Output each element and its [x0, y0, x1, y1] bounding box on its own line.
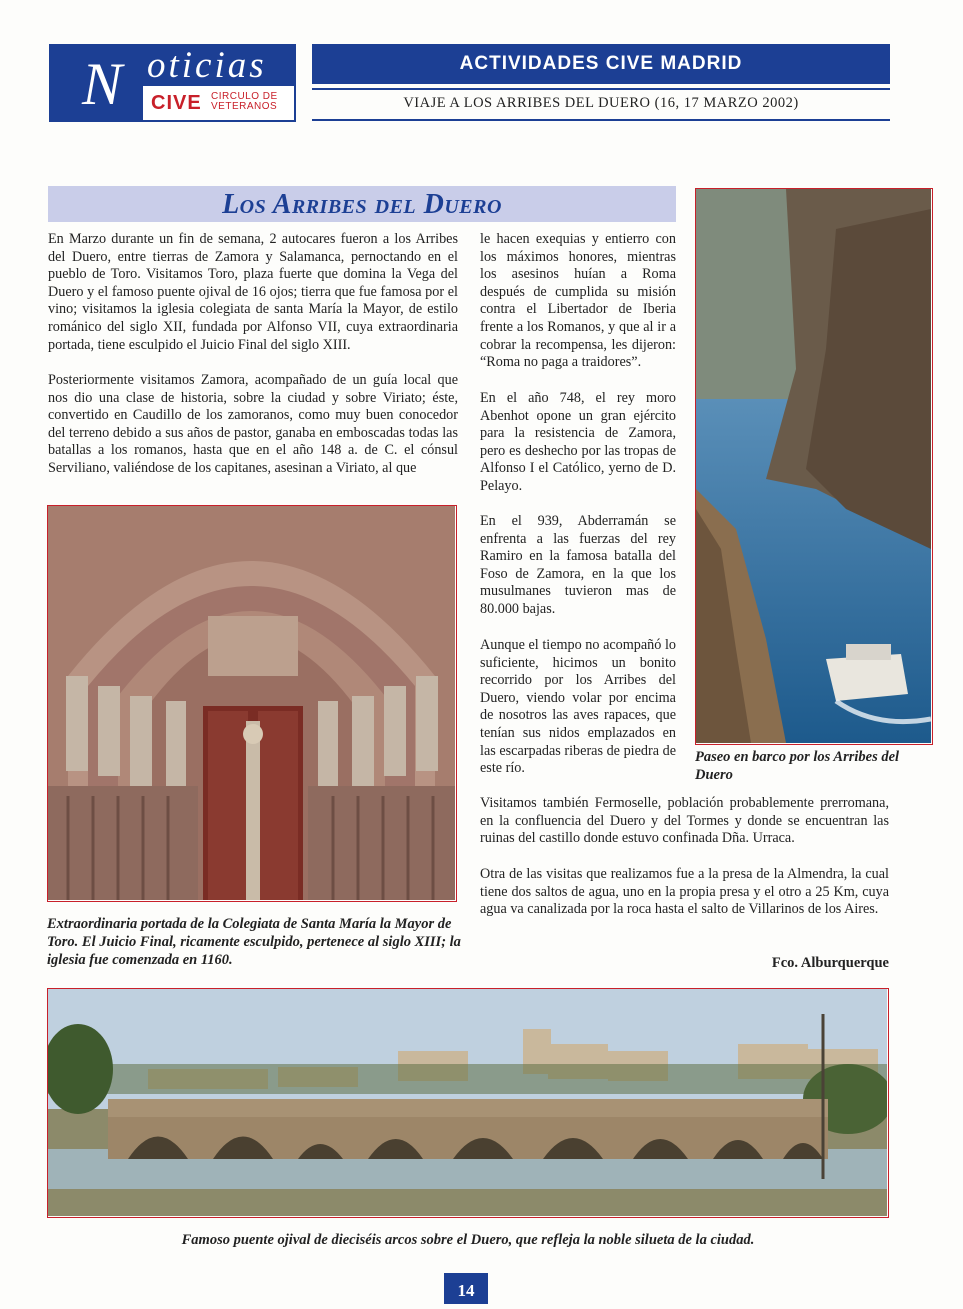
section-header: ACTIVIDADES CIVE MADRID: [312, 44, 890, 84]
logo-org: CIVE: [151, 92, 202, 114]
header-rule-top: [312, 88, 890, 90]
logo-org-sub-line-2: VETERANOS: [211, 101, 278, 112]
trip-subtitle: VIAJE A LOS ARRIBES DEL DUERO (16, 17 MARZO 2002): [403, 95, 799, 111]
logo-org-sub-line-1: CIRCULO DE: [211, 91, 278, 102]
river-photo: [695, 188, 933, 745]
river-photo-caption: Paseo en barco por los Arribes del Duero: [695, 749, 900, 783]
paragraph: En el año 748, el rey moro Abenhot opone un gran ejército para la resistencia de Zamora, pero es deshecho por las tropas de Alfonso I el Católico, yerno de D. Pelayo.: [480, 390, 676, 494]
paragraph: Otra de las visitas que realizamos fue a la presa de la Almendra, la cual tiene dos saltos de agua, uno en la propia presa y el otro a 25 Km, cuya agua va canalizada por la roca hasta el salto de Villarinos de los Aires.: [480, 866, 889, 918]
bridge-illustration: [48, 989, 887, 1216]
logo-wordmark: oticias: [143, 46, 294, 86]
noticias-cive-logo: [49, 44, 296, 122]
logo-org-sub: [211, 92, 278, 112]
portal-illustration: [48, 506, 455, 900]
paragraph: le hacen exequias y entierro con los máximos honores, mientras los asesinos huían a Roma después de cumplida su misión contra el Libertador de Iberia frente a los Romanos, y que al ir a cobrar la recompensa, les dijeron: “Roma no paga a traidores”.: [480, 231, 676, 371]
portal-photo: [47, 505, 457, 902]
header-rule-bottom: [312, 119, 890, 121]
paragraph: Aunque el tiempo no acompañó lo suficiente, hicimos un bonito recorrido por los Arribes del Duero, viendo volar por encima de nosotros las aves rapaces, que tenían sus nidos emplazados en las escarpadas riberas de piedra de este río.: [480, 637, 676, 777]
paragraph: Visitamos también Fermoselle, población probablemente prerromana, en la confluencia del Duero y del Tormes y donde se encuentran las ruinas del castillo donde estuvo confinada Dña. Urraca.: [480, 795, 889, 847]
paragraph: Posteriormente visitamos Zamora, acompañado de un guía local que nos dio una clase de historia, sobre la ciudad y sobre Viriato; éste, convertido en Caudillo de los zamoranos, como muy buen conocedor del terreno debido a sus años de pastor, ganaba en emboscadas todas las batallas a los romanos, hasta que en el año 148 a. de C. el cónsul Serviliano, valiéndose de los capitanes, asesinan a Viriato, al que: [48, 372, 458, 476]
river-canyon-illustration: [696, 189, 931, 743]
paragraph: En Marzo durante un fin de semana, 2 autocares fueron a los Arribes del Duero, entre tierras de Zamora y Salamanca, pernoctando en el pueblo de Toro. Visitamos Toro, plaza fuerte que domina la Vega del Duero y el famoso puente ojival de 16 ojos; tierra que fue famosa por el vino; visitamos la iglesia colegiata de santa María la Mayor, de estilo románico del siglo XII, fundada por Alfonso VII, cuya extraordinaria portada, tiene esculpido el Juicio Final del siglo XIII.: [48, 231, 458, 353]
logo-letter: N: [81, 51, 123, 117]
page-number: 14: [444, 1273, 488, 1304]
bridge-photo-caption: Famoso puente ojival de dieciséis arcos sobre el Duero, que refleja la noble silueta de la ciudad.: [181, 1232, 755, 1248]
article-title: Los Arribes del Duero: [222, 189, 502, 220]
paragraph: En el 939, Abderramán se enfrenta a las fuerzas del rey Ramiro en la famosa batalla del Foso de Zamora, en la que los musulmanes tuvieron mas de 80.000 bajas.: [480, 513, 676, 617]
author-signature: Fco. Alburquerque: [771, 955, 889, 971]
portal-photo-caption: Extraordinaria portada de la Colegiata de Santa María la Mayor de Toro. El Juicio Final, ricamente esculpido, pertenece al siglo XIII; la iglesia fue comenzada en 1160.: [47, 916, 461, 968]
bridge-photo: [47, 988, 889, 1218]
